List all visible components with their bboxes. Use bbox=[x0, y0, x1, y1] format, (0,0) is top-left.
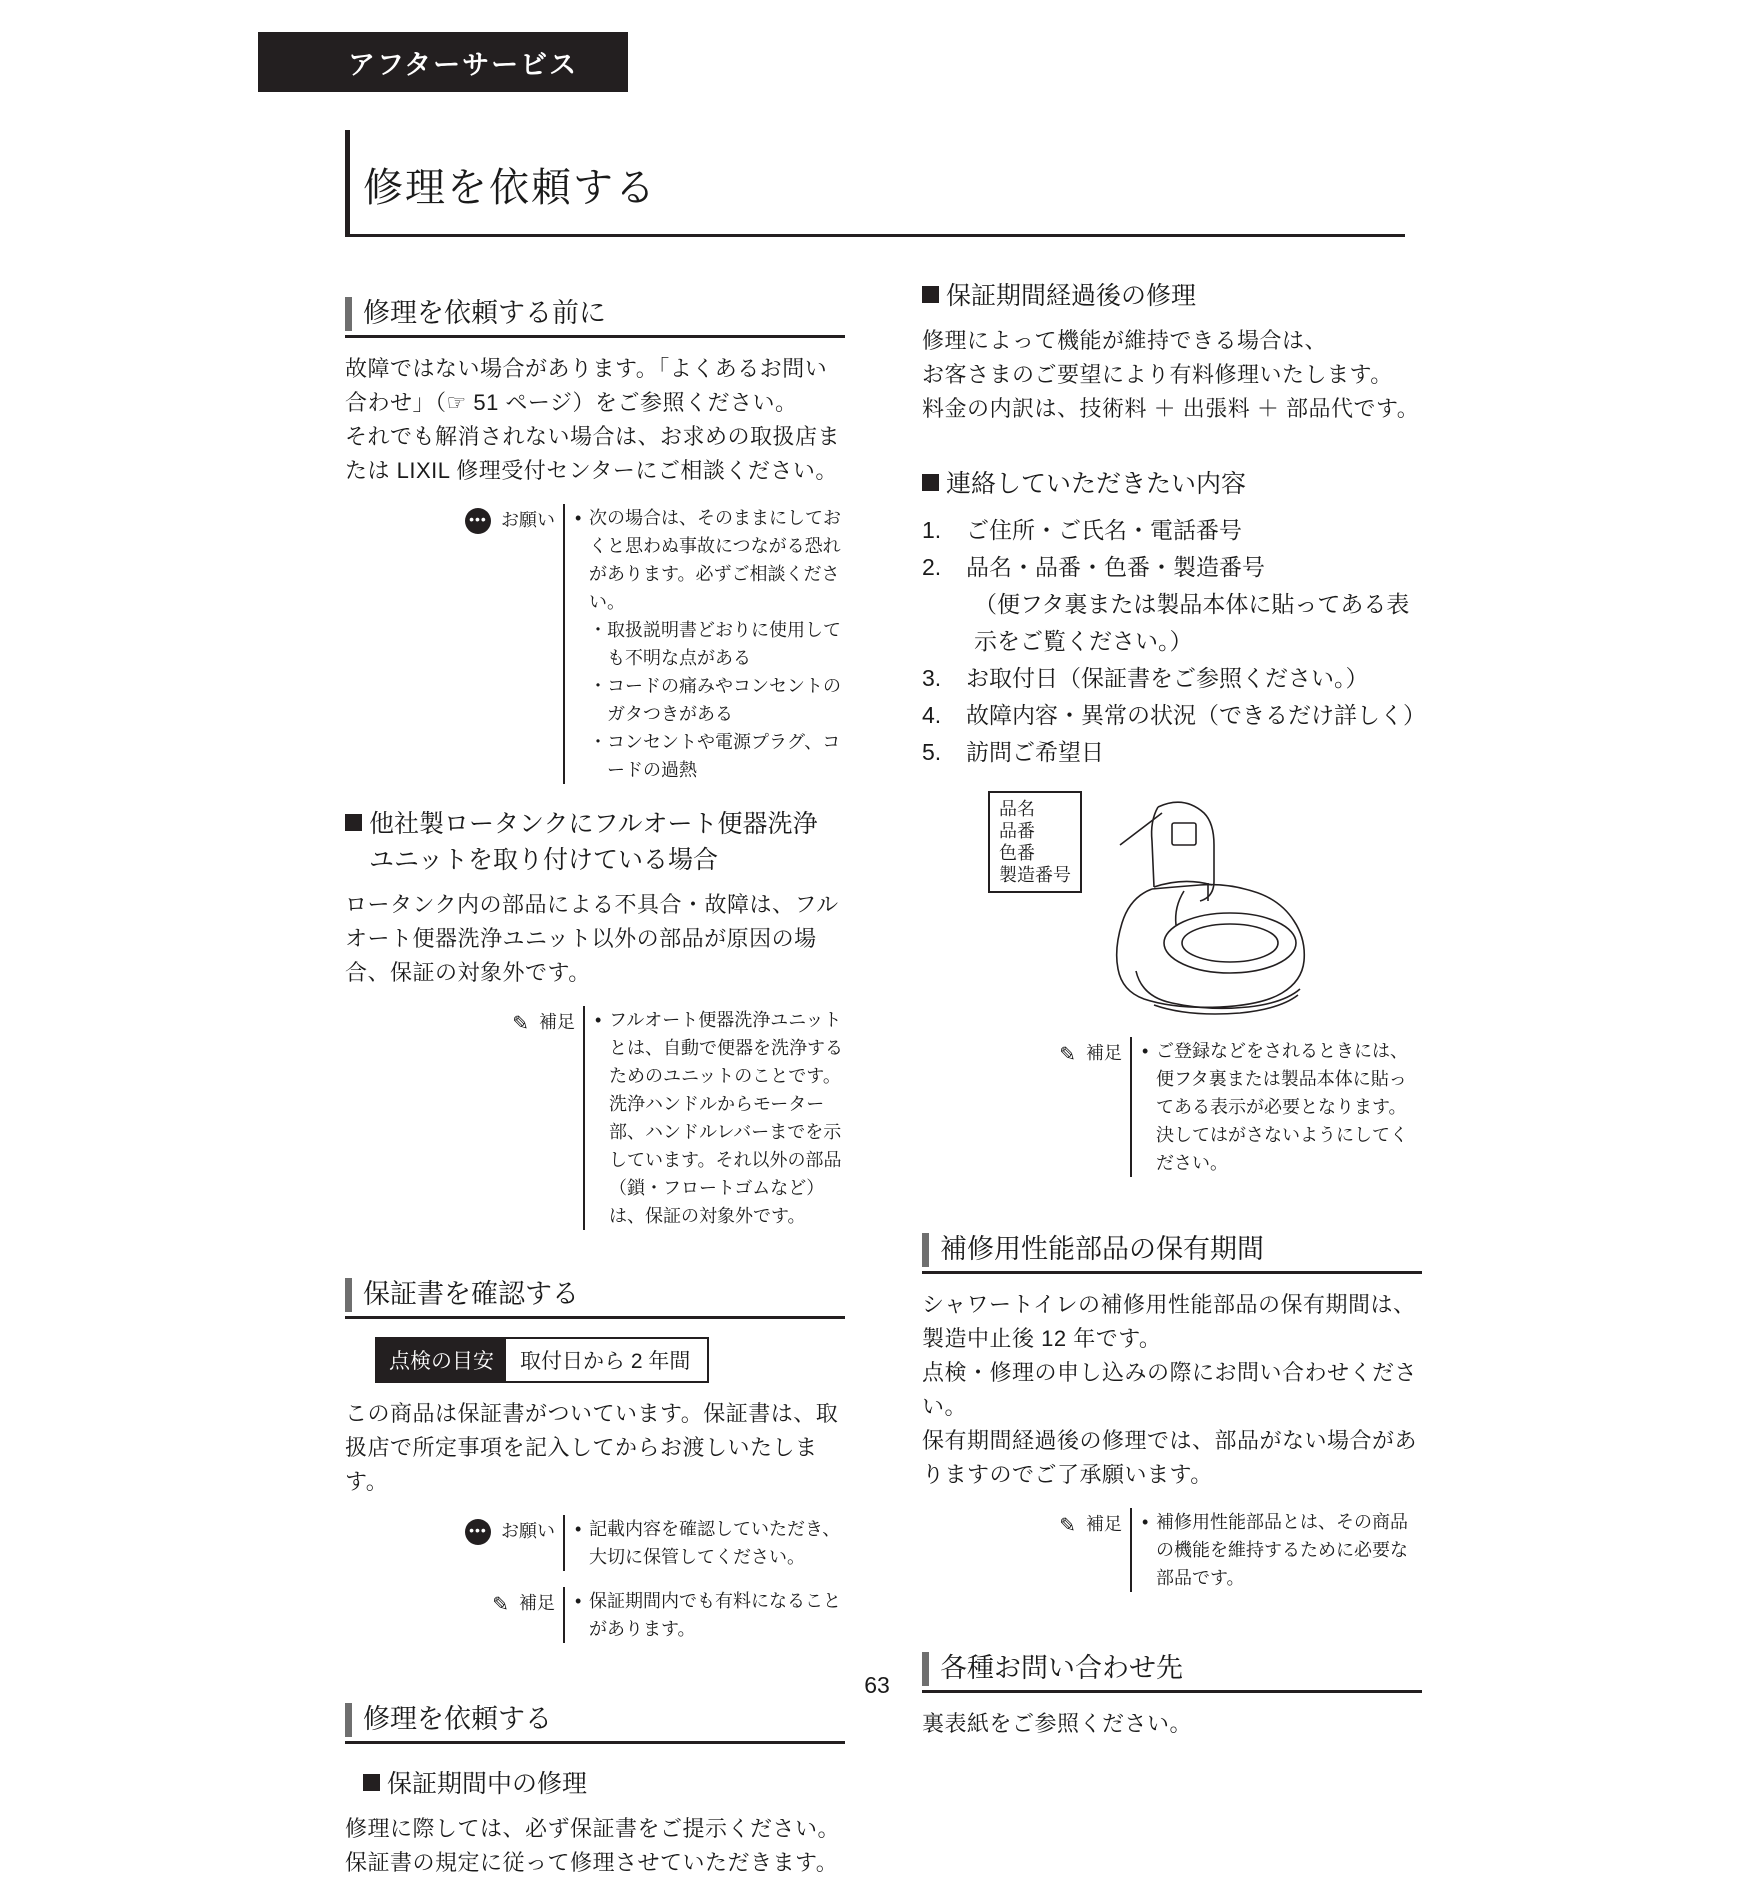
note-text: • ご登録などをされるときには、便フタ裏または製品本体に貼ってある表示が必要となります。決してはがさないようにしてください。 bbox=[1142, 1037, 1422, 1177]
heading-accent-bar bbox=[345, 297, 352, 331]
paragraph: お客さまのご要望により有料修理いたします。 bbox=[922, 362, 1393, 387]
heading-accent-bar bbox=[345, 1278, 352, 1312]
contact-info-list bbox=[922, 512, 1426, 771]
paragraph: 保有期間経過後の修理では、部品がない場合がありますのでご了承願います。 bbox=[922, 1428, 1418, 1487]
heading-rule bbox=[345, 1316, 845, 1319]
left-column bbox=[345, 295, 845, 1880]
note-tag-label: 補足 bbox=[1086, 1043, 1122, 1063]
note-subitem: ・ コードの痛みやコンセントのガタつきがある bbox=[591, 672, 845, 728]
right-column bbox=[922, 278, 1426, 1741]
note-tag bbox=[435, 1515, 563, 1571]
heading-label: 補修用性能部品の保有期間 bbox=[940, 1234, 1264, 1264]
note-subitem: ・ 取扱説明書どおりに使用しても不明な点がある bbox=[591, 616, 845, 672]
pencil-icon: ✎ bbox=[1059, 1043, 1076, 1066]
note-subitems bbox=[575, 616, 845, 784]
note-subitem: ・ コンセントや電源プラグ、コードの過熱 bbox=[591, 728, 845, 784]
note-content bbox=[565, 504, 845, 784]
title-accent-bar bbox=[345, 130, 350, 235]
note-tag-label: 補足 bbox=[1086, 1514, 1122, 1534]
note-tag-label: 補足 bbox=[519, 1593, 555, 1613]
list-item bbox=[922, 549, 1422, 660]
subheading-other-tank bbox=[345, 806, 845, 878]
nameplate-line: 品名 bbox=[999, 799, 1035, 819]
nameplate-line: 色番 bbox=[999, 843, 1035, 863]
note-supplement bbox=[455, 1006, 845, 1230]
list-item-text: 品名・品番・色番・製造番号 bbox=[966, 554, 1265, 580]
subheading-after-warranty bbox=[922, 278, 1422, 314]
note-content bbox=[565, 1515, 845, 1571]
pencil-icon: ✎ bbox=[1059, 1514, 1076, 1537]
list-item-number: 3. bbox=[922, 665, 942, 691]
paragraph: ロータンク内の部品による不具合・故障は、フルオート便器洗浄ユニット以外の部品が原因の場合、保証の対象外です。 bbox=[345, 892, 839, 985]
section-tab bbox=[258, 32, 628, 92]
ellipsis-circle-icon: ••• bbox=[465, 1519, 491, 1545]
pencil-icon: ✎ bbox=[512, 1012, 529, 1035]
note-text: • 保証期間内でも有料になることがあります。 bbox=[575, 1587, 845, 1643]
list-item-number: 1. bbox=[922, 517, 942, 543]
subheading-line1: 他社製ロータンクにフルオート便器洗浄 bbox=[369, 810, 818, 838]
section-heading-warranty bbox=[345, 1276, 845, 1319]
subheading-line2: ユニットを取り付けている場合 bbox=[369, 846, 719, 874]
pencil-icon: ✎ bbox=[492, 1593, 509, 1616]
note-content bbox=[1132, 1037, 1422, 1177]
note-tag bbox=[1002, 1037, 1130, 1177]
paragraph: 修理に際しては、必ず保証書をご提示ください。 bbox=[345, 1816, 841, 1841]
subheading-label: 保証期間経過後の修理 bbox=[946, 282, 1197, 310]
section-heading-request-repair bbox=[345, 1701, 845, 1744]
note-request bbox=[435, 504, 845, 784]
note-tag-label: 補足 bbox=[539, 1012, 575, 1032]
note-supplement bbox=[1002, 1508, 1422, 1592]
inspection-badge-value: 取付日から 2 年間 bbox=[520, 1350, 691, 1373]
subheading-during-warranty bbox=[363, 1766, 845, 1802]
nameplate-line: 製造番号 bbox=[999, 865, 1071, 885]
paragraph: 点検・修理の申し込みの際にお問い合わせください。 bbox=[922, 1360, 1418, 1419]
note-tag-label: お願い bbox=[501, 510, 555, 530]
paragraph: 裏表紙をご参照ください。 bbox=[922, 1711, 1193, 1736]
note-request bbox=[435, 1515, 845, 1571]
page-title: 修理を依頼する bbox=[363, 166, 657, 210]
note-text: • 次の場合は、そのままにしておくと思わぬ事故につながる恐れがあります。必ずご相談ください。 bbox=[575, 504, 845, 616]
note-content bbox=[585, 1006, 845, 1230]
list-item-text: ご住所・ご氏名・電話番号 bbox=[966, 517, 1242, 543]
list-item-number: 4. bbox=[922, 702, 942, 728]
section-heading-before-repair bbox=[345, 295, 845, 338]
note-text: • フルオート便器洗浄ユニットとは、自動で便器を洗浄するためのユニットのことです。洗浄ハンドルからモーター部、ハンドルレバーまでを示しています。それ以外の部品（鎖・フロートゴムなど）は、保証の対象外です。 bbox=[595, 1006, 845, 1230]
nameplate-line: 品番 bbox=[999, 821, 1035, 841]
note-tag bbox=[435, 1587, 563, 1643]
note-tag bbox=[1002, 1508, 1130, 1592]
inspection-badge bbox=[375, 1337, 709, 1383]
paragraph: 修理によって機能が維持できる場合は、 bbox=[922, 328, 1328, 353]
heading-rule bbox=[922, 1271, 1422, 1274]
heading-accent-bar bbox=[922, 1233, 929, 1267]
paragraph: 保証書の規定に従って修理させていただきます。 bbox=[345, 1850, 839, 1875]
section-heading-parts-retention bbox=[922, 1231, 1422, 1274]
note-supplement bbox=[435, 1587, 845, 1643]
paragraph: シャワートイレの補修用性能部品の保有期間は、製造中止後 12 年です。 bbox=[922, 1292, 1416, 1351]
page-title-block bbox=[345, 130, 1405, 240]
list-item bbox=[922, 697, 1426, 734]
list-item-text: 訪問ご希望日 bbox=[966, 739, 1104, 765]
subheading-label: 保証期間中の修理 bbox=[387, 1770, 588, 1798]
note-content bbox=[565, 1587, 845, 1643]
section-tab-label: アフターサービス bbox=[348, 49, 579, 80]
page-number: 63 bbox=[864, 1672, 890, 1698]
ellipsis-circle-icon: ••• bbox=[465, 508, 491, 534]
nameplate-label-box bbox=[988, 791, 1082, 893]
note-text: • 補修用性能部品とは、その商品の機能を維持するために必要な部品です。 bbox=[1142, 1508, 1422, 1592]
list-item-number: 2. bbox=[922, 554, 942, 580]
note-content bbox=[1132, 1508, 1422, 1592]
list-item-text: お取付日（保証書をご参照ください。） bbox=[966, 665, 1369, 691]
subheading-contact-info bbox=[922, 466, 1422, 502]
square-bullet-icon bbox=[922, 286, 939, 303]
heading-rule bbox=[345, 1741, 845, 1744]
heading-rule bbox=[345, 335, 845, 338]
note-tag bbox=[435, 504, 563, 784]
list-item-text: 故障内容・異常の状況（できるだけ詳しく） bbox=[966, 702, 1426, 728]
heading-label: 保証書を確認する bbox=[363, 1279, 579, 1309]
subheading-label: 連絡していただきたい内容 bbox=[946, 470, 1247, 498]
heading-label: 修理を依頼する bbox=[363, 1704, 552, 1734]
note-supplement bbox=[1002, 1037, 1422, 1177]
list-item bbox=[922, 660, 1422, 697]
heading-label: 各種お問い合わせ先 bbox=[940, 1653, 1183, 1683]
list-item-subtext: （便フタ裏または製品本体に貼ってある表示をご覧ください。） bbox=[974, 591, 1410, 654]
square-bullet-icon bbox=[345, 814, 362, 831]
title-underline bbox=[345, 234, 1405, 237]
shower-toilet-illustration bbox=[922, 783, 1422, 1033]
list-item bbox=[922, 512, 1422, 549]
paragraph: それでも解消されない場合は、お求めの取扱店または LIXIL 修理受付センターにご相談ください。 bbox=[345, 424, 841, 483]
list-item bbox=[922, 734, 1422, 771]
paragraph: 故障ではない場合があります。「よくあるお問い合わせ」（☞ 51 ページ）をご参照ください。 bbox=[345, 356, 828, 415]
note-tag bbox=[455, 1006, 583, 1230]
paragraph: 料金の内訳は、技術料 ＋ 出張料 ＋ 部品代です。 bbox=[922, 396, 1420, 421]
note-tag-label: お願い bbox=[501, 1521, 555, 1541]
list-item-number: 5. bbox=[922, 739, 942, 765]
heading-label: 修理を依頼する前に bbox=[363, 298, 606, 328]
square-bullet-icon bbox=[363, 1774, 380, 1791]
paragraph: この商品は保証書がついています。保証書は、取扱店で所定事項を記入してからお渡しいたします。 bbox=[345, 1401, 839, 1494]
heading-accent-bar bbox=[345, 1703, 352, 1737]
note-text: • 記載内容を確認していただき、大切に保管してください。 bbox=[575, 1515, 845, 1571]
square-bullet-icon bbox=[922, 474, 939, 491]
inspection-badge-label: 点検の目安 bbox=[377, 1339, 506, 1381]
